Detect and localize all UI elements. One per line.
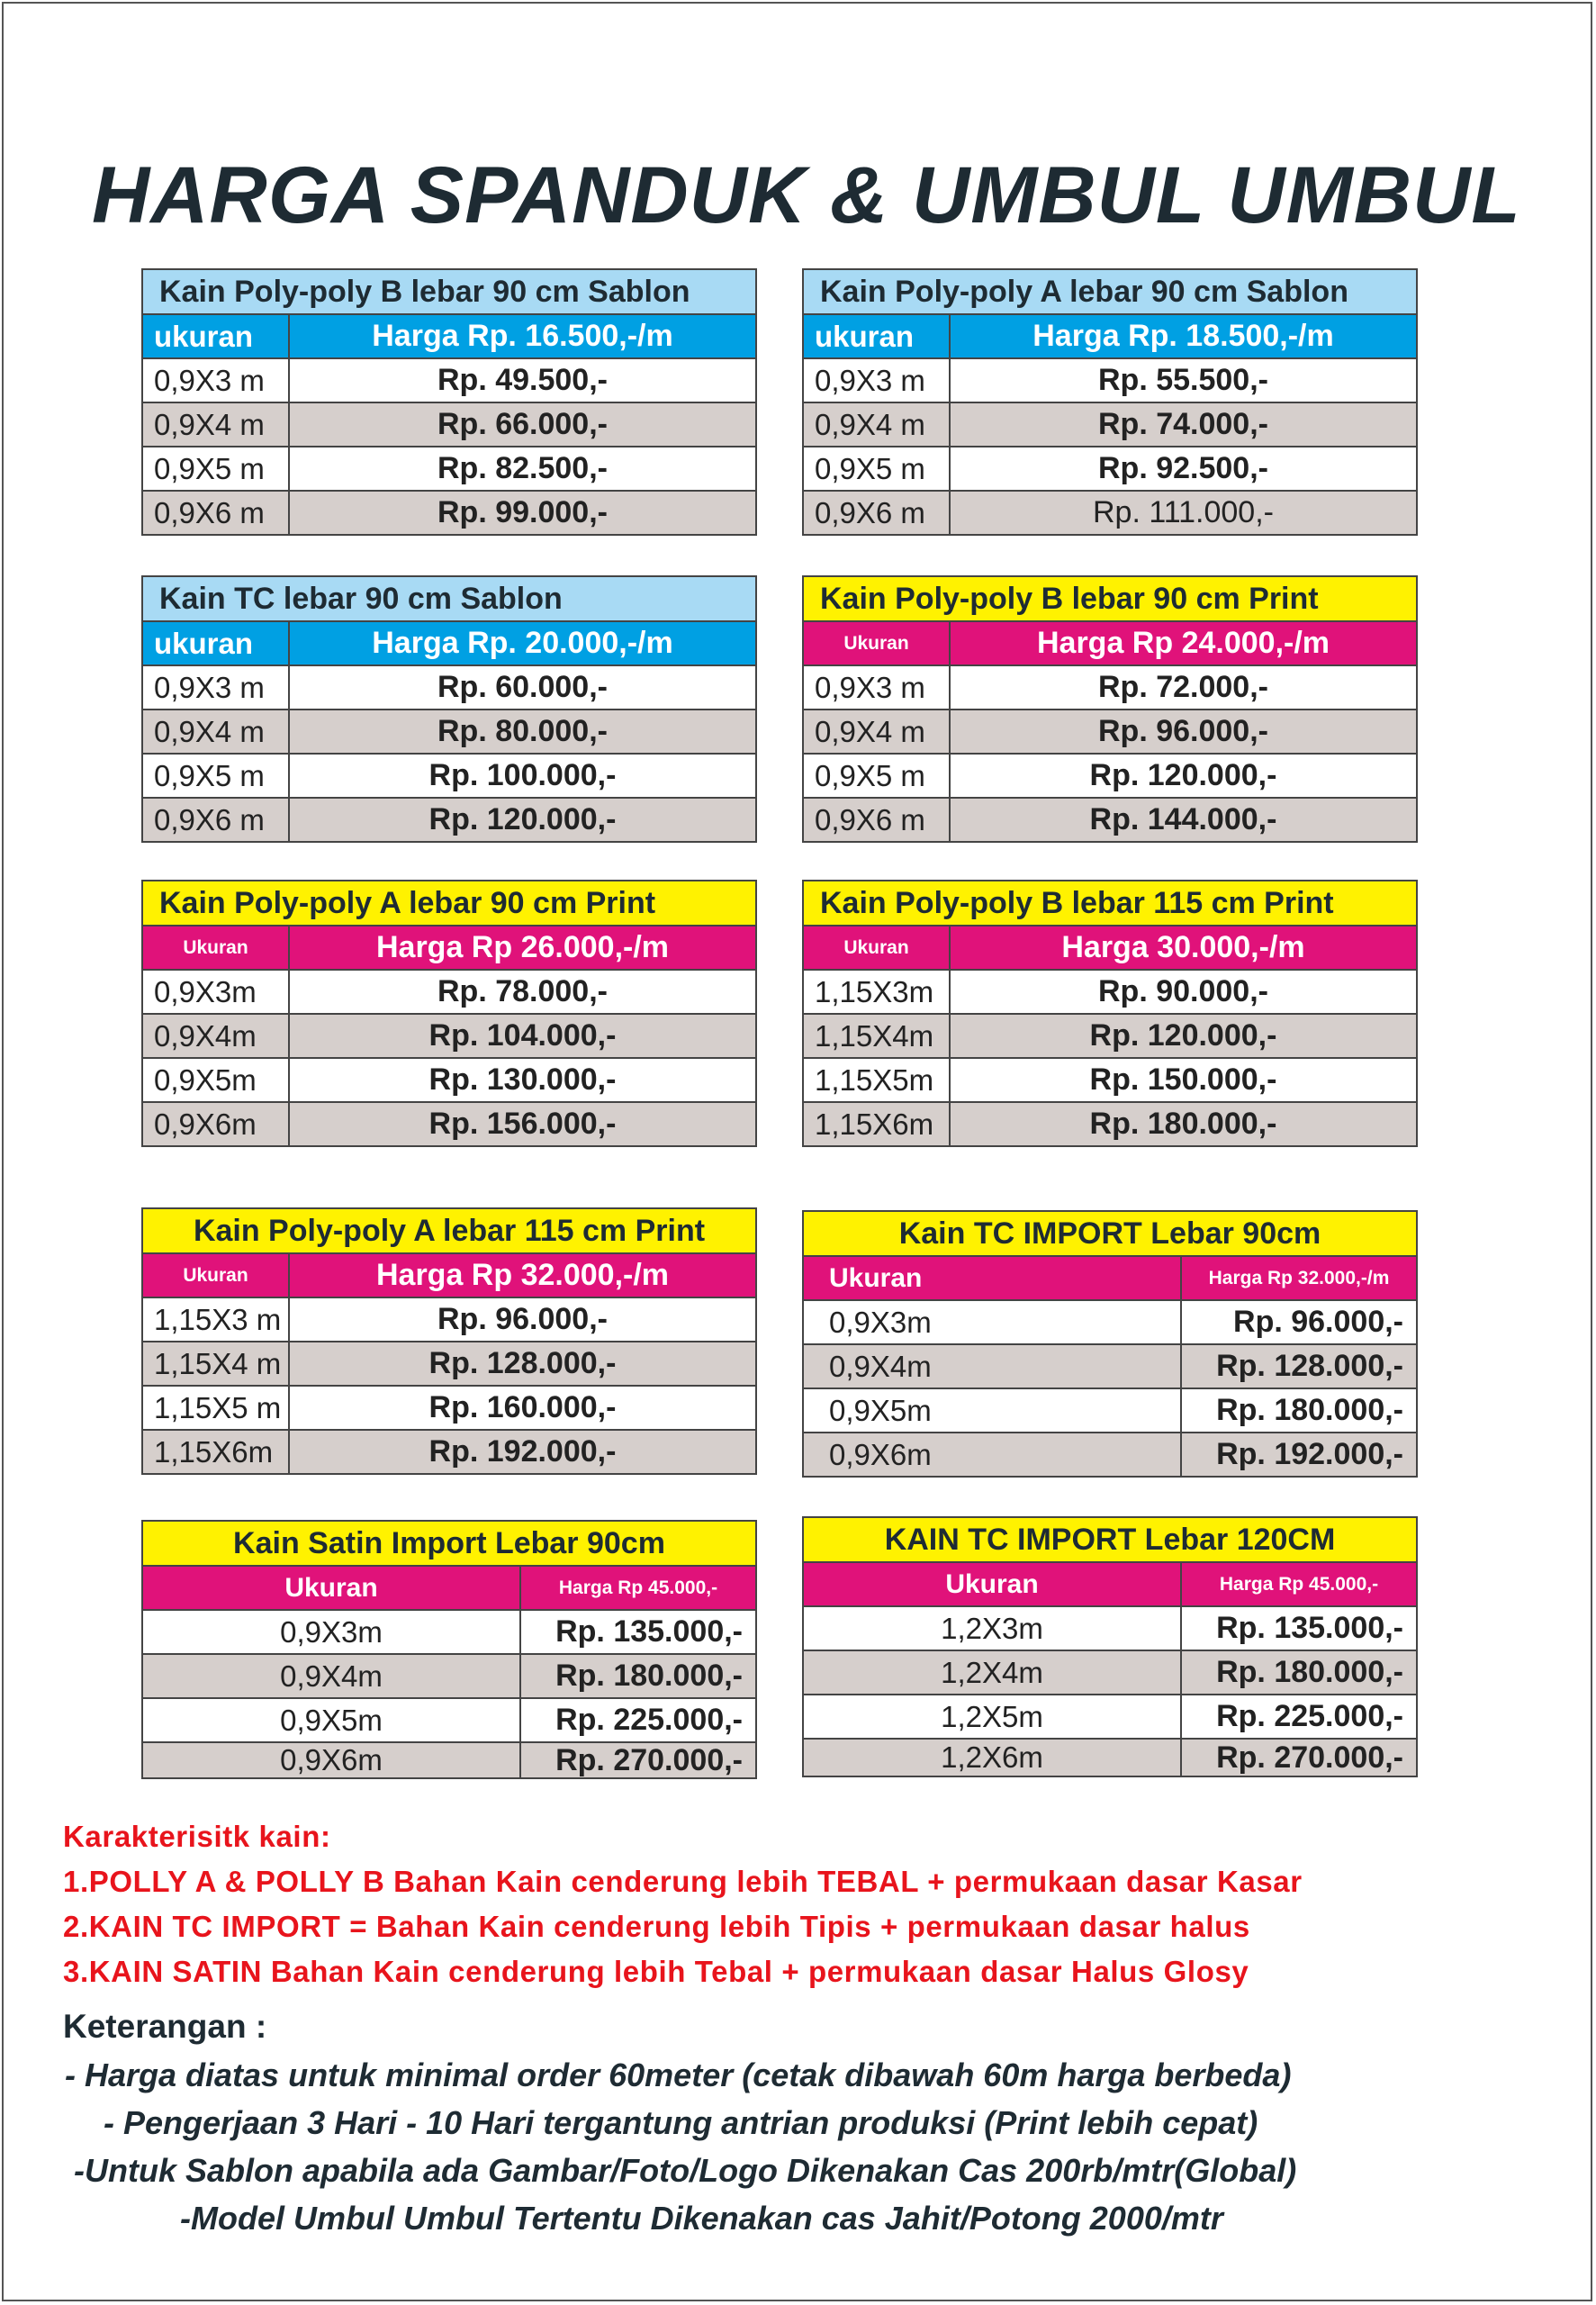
table-row	[804, 709, 1416, 753]
table-row	[143, 1101, 755, 1145]
header-size: Ukuran	[143, 1567, 521, 1609]
header-size: Ukuran	[804, 1563, 1182, 1605]
price-cell: Rp. 99.000,-	[290, 492, 755, 534]
size-cell: 1,15X6m	[143, 1431, 290, 1473]
table-caption: Kain Poly-poly B lebar 90 cm Sablon	[143, 270, 755, 313]
size-cell: 0,9X5 m	[804, 447, 951, 490]
table-header	[804, 925, 1416, 969]
table-caption: Kain Poly-poly A lebar 90 cm Print	[143, 881, 755, 925]
size-cell: 1,15X3m	[804, 971, 951, 1013]
table-row	[143, 1697, 755, 1741]
price-cell: Rp. 135.000,-	[1216, 1611, 1403, 1645]
size-cell: 0,9X6m	[143, 1743, 521, 1777]
price-cell: Rp. 74.000,-	[951, 403, 1416, 446]
price-cell: Rp. 120.000,-	[951, 1015, 1416, 1057]
table-caption: Kain Poly-poly A lebar 115 cm Print	[143, 1209, 755, 1252]
size-cell: 1,2X5m	[804, 1695, 1182, 1738]
table-header	[804, 1561, 1416, 1605]
notes-list	[63, 2051, 1593, 2242]
size-cell: 0,9X6 m	[143, 799, 290, 841]
size-cell: 0,9X4 m	[143, 403, 290, 446]
size-cell: 1,15X5 m	[143, 1387, 290, 1429]
table-header	[804, 313, 1416, 357]
size-cell: 0,9X6 m	[143, 492, 290, 534]
table-row	[143, 1341, 755, 1385]
table-row	[143, 664, 755, 709]
size-cell: 0,9X3m	[804, 1301, 1182, 1343]
notes-heading: Keterangan :	[63, 2008, 267, 2045]
header-size: Ukuran	[804, 1257, 1182, 1299]
size-cell: 0,9X5m	[143, 1059, 290, 1101]
size-cell: 0,9X5m	[804, 1389, 1182, 1432]
table-header	[143, 925, 755, 969]
size-cell: 0,9X3 m	[143, 359, 290, 402]
table-row	[143, 1013, 755, 1057]
notes-item: - Harga diatas untuk minimal order 60meter (cetak dibawah 60m harga berbeda)	[65, 2056, 1292, 2093]
table-row	[143, 446, 755, 490]
header-price: Harga 30.000,-/m	[951, 927, 1416, 969]
size-cell: 1,15X5m	[804, 1059, 951, 1101]
price-cell: Rp. 120.000,-	[290, 799, 755, 841]
price-cell: Rp. 66.000,-	[290, 403, 755, 446]
header-price: Harga Rp 45.000,-	[521, 1567, 755, 1609]
size-cell: 0,9X5 m	[143, 447, 290, 490]
header-size: Ukuran	[804, 927, 951, 969]
header-price: Harga Rp 45.000,-	[1182, 1563, 1416, 1605]
price-cell: Rp. 49.500,-	[437, 363, 608, 397]
table-row	[804, 1343, 1416, 1388]
size-cell: 0,9X4 m	[143, 710, 290, 753]
price-cell: Rp. 96.000,-	[951, 710, 1416, 753]
table-row	[804, 1605, 1416, 1650]
price-table-tc-import-90	[802, 1210, 1418, 1478]
table-row	[804, 1738, 1416, 1776]
header-price: Harga Rp. 16.500,-/m	[290, 315, 755, 357]
price-table-tc-import-120	[802, 1516, 1418, 1777]
price-cell: Rp. 120.000,-	[1089, 758, 1277, 792]
header-size: Ukuran	[143, 927, 290, 969]
size-cell: 0,9X3m	[143, 971, 290, 1013]
table-header	[804, 1255, 1416, 1299]
size-cell: 0,9X6 m	[804, 799, 951, 841]
price-cell: Rp. 92.500,-	[1098, 451, 1268, 485]
table-row	[804, 753, 1416, 797]
price-table-polyb-90-sablon	[141, 268, 757, 536]
table-row	[143, 1653, 755, 1697]
price-cell: Rp. 80.000,-	[290, 710, 755, 753]
size-cell: 0,9X4m	[143, 1655, 521, 1697]
price-cell: Rp. 96.000,-	[437, 1302, 608, 1336]
price-cell: Rp. 55.500,-	[1098, 363, 1268, 397]
fabric-characteristics	[63, 1814, 1303, 1994]
price-cell: Rp. 270.000,-	[521, 1743, 755, 1777]
header-size: Ukuran	[804, 622, 951, 664]
price-cell: Rp. 144.000,-	[951, 799, 1416, 841]
size-cell: 0,9X4m	[804, 1345, 1182, 1388]
table-row	[804, 446, 1416, 490]
price-table-satin-import-90	[141, 1520, 757, 1779]
table-row	[804, 1388, 1416, 1432]
characteristics-item: 1.POLLY A & POLLY B Bahan Kain cenderung lebih TEBAL + permukaan dasar Kasar	[63, 1865, 1303, 1898]
table-row	[143, 969, 755, 1013]
table-row	[804, 1101, 1416, 1145]
price-cell: Rp. 111.000,-	[951, 492, 1416, 534]
price-cell: Rp. 82.500,-	[437, 451, 608, 485]
characteristics-item: 3.KAIN SATIN Bahan Kain cenderung lebih Tebal + permukaan dasar Halus Glosy	[63, 1955, 1249, 1988]
size-cell: 1,2X4m	[804, 1651, 1182, 1694]
price-cell: Rp. 180.000,-	[521, 1655, 755, 1697]
table-row	[804, 1299, 1416, 1343]
size-cell: 1,2X6m	[804, 1740, 1182, 1776]
table-row	[804, 357, 1416, 402]
table-row	[143, 709, 755, 753]
header-price: Harga Rp. 20.000,-/m	[290, 622, 755, 664]
header-price: Harga Rp 24.000,-/m	[951, 622, 1416, 664]
characteristics-item: 2.KAIN TC IMPORT = Bahan Kain cenderung lebih Tipis + permukaan dasar halus	[63, 1910, 1250, 1943]
size-cell: 0,9X5m	[143, 1699, 521, 1741]
size-cell: 0,9X3m	[143, 1611, 521, 1653]
table-row	[804, 1650, 1416, 1694]
price-cell: Rp. 135.000,-	[555, 1614, 743, 1649]
price-cell: Rp. 160.000,-	[428, 1390, 617, 1424]
size-cell: 0,9X5 m	[804, 755, 951, 797]
price-table-polya-90-sablon	[802, 268, 1418, 536]
size-cell: 1,15X4m	[804, 1015, 951, 1057]
price-cell: Rp. 180.000,-	[1216, 1393, 1403, 1427]
header-price: Harga Rp 32.000,-/m	[1182, 1257, 1416, 1299]
table-row	[804, 1694, 1416, 1738]
price-table-polya-90-print	[141, 880, 757, 1147]
price-table-polya-115-print	[141, 1207, 757, 1475]
size-cell: 0,9X3 m	[804, 666, 951, 709]
size-cell: 0,9X6m	[804, 1433, 1182, 1476]
price-cell: Rp. 96.000,-	[1233, 1305, 1403, 1339]
table-row	[804, 969, 1416, 1013]
table-row	[143, 1609, 755, 1653]
table-caption: KAIN TC IMPORT Lebar 120CM	[804, 1518, 1416, 1561]
size-cell: 1,15X4 m	[143, 1342, 290, 1385]
table-row	[804, 1432, 1416, 1476]
table-caption: Kain TC lebar 90 cm Sablon	[143, 577, 755, 620]
table-row	[143, 1741, 755, 1777]
price-cell: Rp. 180.000,-	[951, 1103, 1416, 1145]
header-size: ukuran	[804, 315, 951, 357]
table-header	[143, 1565, 755, 1609]
table-row	[143, 402, 755, 446]
size-cell: 0,9X6 m	[804, 492, 951, 534]
price-table-tc-90-sablon	[141, 575, 757, 843]
price-cell: Rp. 225.000,-	[555, 1703, 743, 1737]
size-cell: 0,9X6m	[143, 1103, 290, 1145]
table-row	[804, 797, 1416, 841]
table-header	[143, 313, 755, 357]
table-row	[804, 402, 1416, 446]
price-cell: Rp. 78.000,-	[437, 974, 608, 1008]
table-row	[143, 490, 755, 534]
header-size: ukuran	[143, 315, 290, 357]
size-cell: 0,9X3 m	[143, 666, 290, 709]
table-row	[143, 1057, 755, 1101]
table-row	[143, 1385, 755, 1429]
price-cell: Rp. 60.000,-	[437, 670, 608, 704]
table-row	[143, 1297, 755, 1341]
price-cell: Rp. 104.000,-	[290, 1015, 755, 1057]
size-cell: 1,2X3m	[804, 1607, 1182, 1650]
price-cell: Rp. 150.000,-	[1089, 1062, 1277, 1097]
table-header	[804, 620, 1416, 664]
table-caption: Kain Poly-poly B lebar 115 cm Print	[804, 881, 1416, 925]
price-cell: Rp. 130.000,-	[428, 1062, 617, 1097]
table-row	[143, 357, 755, 402]
price-cell: Rp. 270.000,-	[1182, 1740, 1416, 1776]
notes-item: -Model Umbul Umbul Tertentu Dikenakan cas Jahit/Potong 2000/mtr	[180, 2200, 1223, 2237]
table-caption: Kain TC IMPORT Lebar 90cm	[804, 1212, 1416, 1255]
price-cell: Rp. 180.000,-	[1182, 1651, 1416, 1694]
size-cell: 0,9X3 m	[804, 359, 951, 402]
price-cell: Rp. 192.000,-	[290, 1431, 755, 1473]
table-caption: Kain Satin Import Lebar 90cm	[143, 1522, 755, 1565]
notes-item: - Pengerjaan 3 Hari - 10 Hari tergantung antrian produksi (Print lebih cepat)	[104, 2104, 1258, 2141]
price-table-polyb-115-print	[802, 880, 1418, 1147]
price-cell: Rp. 72.000,-	[1098, 670, 1268, 704]
table-row	[143, 797, 755, 841]
characteristics-heading: Karakterisitk kain:	[63, 1820, 331, 1853]
size-cell: 1,15X6m	[804, 1103, 951, 1145]
header-size: Ukuran	[143, 1254, 290, 1297]
price-cell: Rp. 100.000,-	[428, 758, 617, 792]
table-row	[143, 1429, 755, 1473]
table-row	[804, 490, 1416, 534]
price-cell: Rp. 128.000,-	[1182, 1345, 1416, 1388]
size-cell: 0,9X4 m	[804, 403, 951, 446]
table-row	[804, 664, 1416, 709]
notes-item: -Untuk Sablon apabila ada Gambar/Foto/Logo Dikenakan Cas 200rb/mtr(Global)	[74, 2152, 1297, 2189]
price-cell: Rp. 192.000,-	[1182, 1433, 1416, 1476]
table-header	[143, 1252, 755, 1297]
table-row	[143, 753, 755, 797]
price-cell: Rp. 128.000,-	[290, 1342, 755, 1385]
size-cell: 0,9X4m	[143, 1015, 290, 1057]
price-cell: Rp. 156.000,-	[290, 1103, 755, 1145]
header-price: Harga Rp 26.000,-/m	[290, 927, 755, 969]
size-cell: 0,9X5 m	[143, 755, 290, 797]
price-table-polyb-90-print	[802, 575, 1418, 843]
table-row	[804, 1013, 1416, 1057]
size-cell: 0,9X4 m	[804, 710, 951, 753]
page-title: HARGA SPANDUK & UMBUL UMBUL	[92, 149, 1521, 240]
header-price: Harga Rp. 18.500,-/m	[951, 315, 1416, 357]
price-cell: Rp. 225.000,-	[1216, 1699, 1403, 1733]
table-header	[143, 620, 755, 664]
header-size: ukuran	[143, 622, 290, 664]
price-cell: Rp. 90.000,-	[1098, 974, 1268, 1008]
table-caption: Kain Poly-poly A lebar 90 cm Sablon	[804, 270, 1416, 313]
table-row	[804, 1057, 1416, 1101]
header-price: Harga Rp 32.000,-/m	[290, 1254, 755, 1297]
table-caption: Kain Poly-poly B lebar 90 cm Print	[804, 577, 1416, 620]
size-cell: 1,15X3 m	[143, 1298, 290, 1341]
